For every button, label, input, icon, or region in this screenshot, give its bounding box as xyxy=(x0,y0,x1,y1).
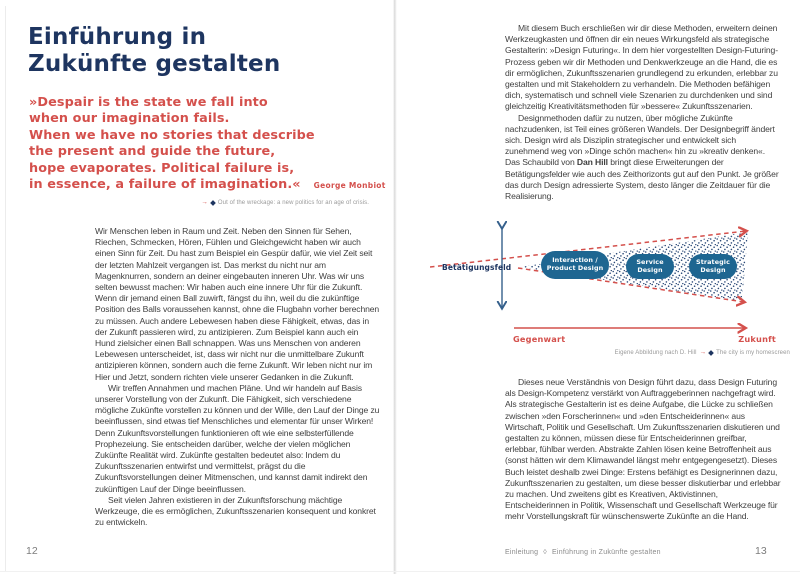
title-line-2: Zukünfte gestalten xyxy=(28,51,281,77)
y-axis-label: Betätigungsfeld xyxy=(442,263,512,272)
diamond-icon: ◊ xyxy=(543,549,547,556)
book-icon xyxy=(210,200,216,206)
page-number-left: 12 xyxy=(26,545,38,557)
right-body-bottom xyxy=(505,377,781,523)
quote-line: When we have no stories that describe xyxy=(29,127,315,143)
x-axis-end-label: Zukunft xyxy=(738,334,776,344)
book-icon xyxy=(708,350,714,356)
footer-section: Einführung in Zukünfte gestalten xyxy=(551,549,661,556)
pull-quote xyxy=(29,95,389,194)
quote-line: when our imagination fails. xyxy=(29,111,230,127)
book-spine-divider xyxy=(393,0,397,574)
bold-name: Dan Hill xyxy=(576,157,608,168)
quote-line: »Despair is the state we fall into xyxy=(29,95,268,110)
page-number-right: 13 xyxy=(755,545,767,557)
left-body-text xyxy=(95,226,380,528)
paragraph: Seit vielen Jahren existieren in der Zukunftsforschung mächtige Werkzeuge, die es ermöglichen, Zukunftsszenarien konsequent und konkret zu entwickeln. xyxy=(95,494,376,528)
node-service-design: Service Design xyxy=(626,254,674,279)
quote-attribution: George Monbiot xyxy=(313,181,386,191)
x-axis-start-label: Gegenwart xyxy=(513,334,566,344)
quote-line: in essence, a failure of imagination.« George Monbiot xyxy=(29,177,386,193)
footer-chapter: Einleitung xyxy=(505,549,539,556)
paragraph: Mit diesem Buch erschließen wir dir diese Methoden, erweitern deinen Werkzeugkasten und öffnen dir ein neues Wirkungsfeld als strategische Gestalterin: »Design Futuring«. In dem hier vorgestellten Design-Futuring-Prozess geben wir dir Methoden und Denkwerkzeuge an die Hand, die es dir ermöglichen, Zukunftsszenarien grundlegend zu erkunden, erlebbar zu gestalten und mit Stakeholdern zu verhandeln. Die Methoden befähigen dich, systematisch und schnell viele Szenarien zu durchdenken und sind gleichzeitig Kreativitätsmethoden für »bessere« Zukunftsszenarien. xyxy=(505,23,778,112)
page-edge-line xyxy=(5,6,6,572)
design-futuring-diagram xyxy=(430,218,792,364)
paragraph: Designmethoden dafür zu nutzen, über mögliche Zukünfte nachzudenken, ist Teil eines größeren Wandels. Der Designbegriff ändert sich. Design wird als Disziplin strategischer und entwickelt sich zunehmend weg von »Dinge schön machen« hin zu »kreativ denken«. Das Schaubild von Dan Hill bringt diese Erweiterungen der Betätigungsfelder wie auch des Zeithorizonts gut auf den Punkt. Je größer das durch Design adressierte System, desto länger die Zeitdauer für die Realisierung. xyxy=(505,112,779,202)
arrow-right-icon: → xyxy=(699,349,707,356)
quote-line: the present and guide the future, xyxy=(29,144,276,160)
paragraph: Wir treffen Annahmen und machen Pläne. Und wir handeln auf Basis unserer Vorstellung von der Zukunft. Die Fähigkeit, sich verschiedene mögliche Zukünfte vorstellen zu können und der Wille, den Lauf der Dinge zu beeinflussen, sind etwas tief Menschliches und elementar für unser Wirken! Denn Zukunftsvorstellungen funktionieren oft wie eine selbsterfüllende Prophezeiung. Sie entscheiden darüber, welche der vielen möglichen Zukünfte Realität wird. Zukünfte gestalten bedeutet also: Indem du Zukunftsszenarien entwirfst und vermittelst, prägst du die Zukunftsvorstellungen deiner Mitmenschen, und kannst damit indirekt den zukünftigen Lauf der Dinge beeinflussen. xyxy=(95,382,380,494)
left-page xyxy=(0,0,395,574)
caption-text: Eigene Abbildung nach D. Hill xyxy=(614,349,697,356)
title-line-1: Einführung in xyxy=(28,24,207,50)
paragraph: Wir Menschen leben in Raum und Zeit. Neben den Sinnen für Sehen, Riechen, Schmecken, Hören, Fühlen und Gleichgewicht haben wir auch einen Sinn für Zeit. Du hast zum Beispiel ein Gespür dafür, wie viel Zeit seit der letzten Mahlzeit vergangen ist. Das merkst du nicht nur am Magenknurren, sondern an deiner eingebauten inneren Uhr. Was wir uns selten bewusst machen: Wir haben auch eine innere Uhr für die Zukunft. Wenn dir jemand einen Ball zuwirft, fängst du ihn, weil du die zukünftige Position des Balls voraussehen kannst, ohne die Flugbahn vorher berechnen zu müssen. Auch andere Lebewesen haben diese Fähigkeit, etwas, das in der Zukunft passieren wird, zu antizipieren. Zum Beispiel kann auch ein Hund zielsicher einen Ball schnappen. Was uns Menschen von anderen Lebewesen unterscheidet, ist, dass wir nicht nur die unmittelbare Zukunft antizipieren können, sondern auch die ferne Zukunft. Wir leben nicht nur im Hier und Jetzt, sondern richten viele unserer Gedanken in die Zukunft. xyxy=(95,226,380,382)
page-title xyxy=(28,24,388,78)
diagram-caption xyxy=(615,349,790,356)
node-interaction-product-design: Interaction / Product Design xyxy=(541,251,609,279)
quote-line: hope evaporates. Political failure is, xyxy=(29,160,295,176)
page-bottom-edge xyxy=(0,571,800,572)
arrow-right-icon: → xyxy=(201,199,208,206)
node-strategic-design: Strategic Design xyxy=(689,254,737,279)
right-body-top xyxy=(505,23,781,202)
quote-citation xyxy=(95,199,369,206)
right-page xyxy=(400,0,800,574)
running-footer xyxy=(505,549,661,556)
citation-text: Out of the wreckage: a new politics for an age of crisis. xyxy=(217,199,369,206)
paragraph: Dieses neue Verständnis von Design führt dazu, dass Design Futuring als Design-Kompetenz verstärkt von Auftraggeberinnen nachgefragt wird. Als strategische Gestalterin ist es deine Aufgabe, die Lücke zu schließen zwischen »den Forscherinnen« und »den Entscheiderinnen« aus Wirtschaft, Politik und Gesellschaft. Um Zukunftsszenarien diskutieren und gestalten zu können, müssen diese für Entscheiderinnen greifbar, erlebbar, fühlbar werden. Abstrakte Zahlen lösen keine Betroffenheit aus (sonst hätten wir dem Klimawandel längst mehr entgegengesetzt). Dieses Buch leistet deshalb zwei Dinge: Erstens befähigt es Designerinnen dazu, Zukunftsszenarien zu gestalten, um diese besser diskutierbar und erlebbar zu machen. Und zweitens gibt es Kreativen, Aktivistinnen, Entscheiderinnen in Politik, Wissenschaft und Gesellschaft Werkzeuge für mehr Vorstellungskraft für wünschenswerte Zukünfte an die Hand. xyxy=(505,377,781,522)
caption-ref-text: The city is my homescreen xyxy=(716,349,790,356)
